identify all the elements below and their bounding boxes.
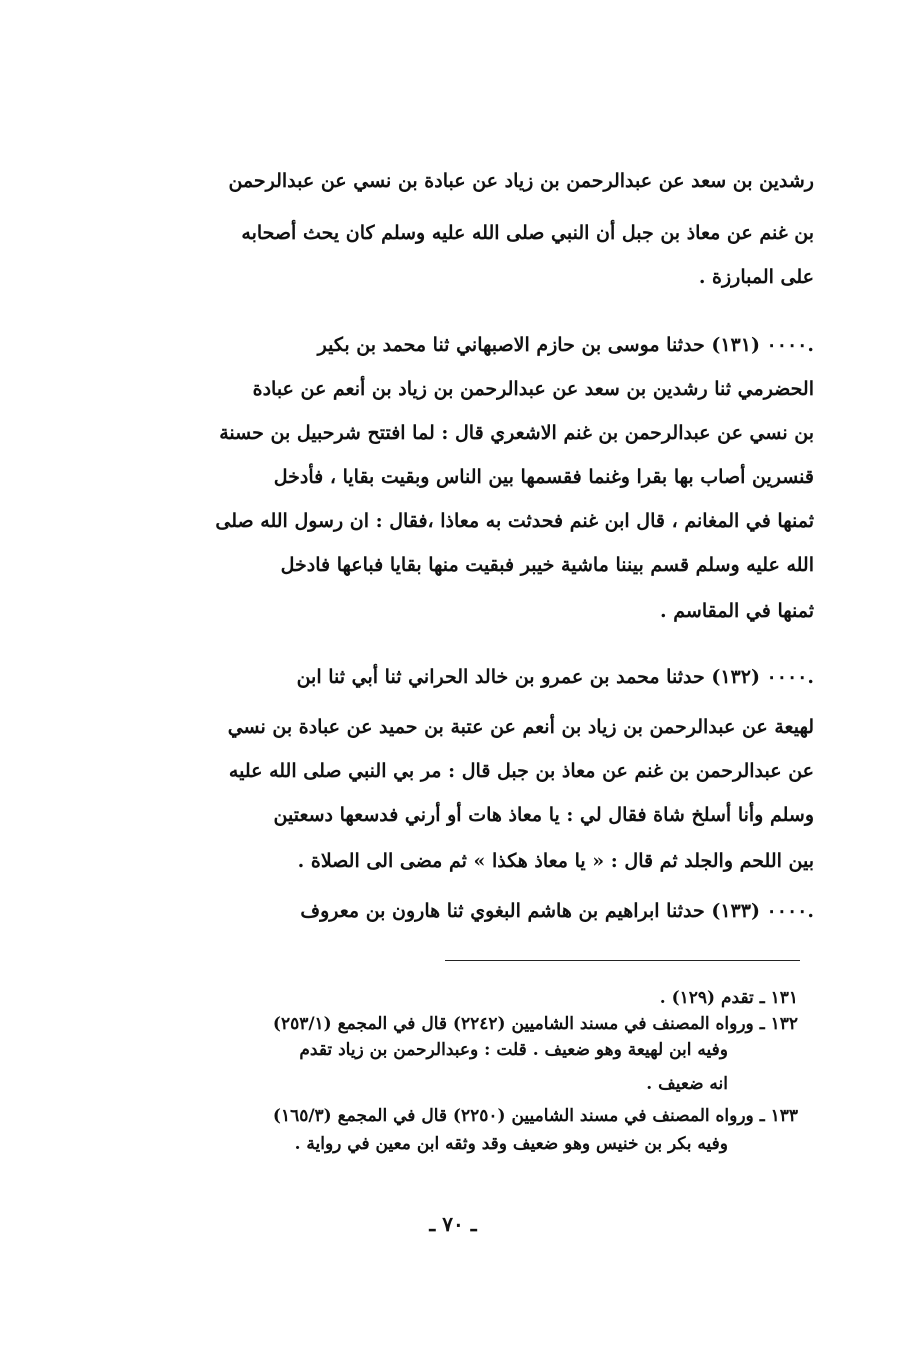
page-number: ـ ٧٠ ـ bbox=[429, 1212, 477, 1236]
text-line: .٠٠٠٠ (١٣٣) حدثنا ابراهيم بن هاشم البغوي ثنا هارون بن معروف bbox=[300, 900, 814, 922]
text-line: لهيعة عن عبدالرحمن بن زياد بن أنعم عن عتبة بن حميد عن عبادة بن نسي bbox=[227, 716, 814, 738]
text-line: على المبارزة . bbox=[698, 266, 814, 288]
text-line: قنسرين أصاب بها بقرا وغنما فقسمها بين الناس وبقيت بقايا ، فأدخل bbox=[273, 466, 814, 488]
footnote-line: ١٣٢ ـ ورواه المصنف في مسند الشاميين (٢٢٤٢) قال في المجمع (٢٥٣/١) bbox=[272, 1014, 798, 1034]
footnote-separator bbox=[445, 960, 800, 961]
footnote-line: انه ضعيف . bbox=[646, 1074, 728, 1094]
footnote-line: وفيه ابن لهيعة وهو ضعيف . قلت : وعبدالرحمن بن زياد تقدم bbox=[299, 1040, 728, 1060]
text-line: بن غنم عن معاذ بن جبل أن النبي صلى الله عليه وسلم كان يحث أصحابه bbox=[241, 222, 814, 244]
footnote-line: ١٣٣ ـ ورواه المصنف في مسند الشاميين (٢٢٥٠) قال في المجمع (١٦٥/٣) bbox=[272, 1106, 798, 1126]
text-line: الله عليه وسلم قسم بيننا ماشية خيبر فبقيت منها بقايا فباعها فادخل bbox=[280, 554, 814, 576]
text-line: عن عبدالرحمن بن غنم عن معاذ بن جبل قال : مر بي النبي صلى الله عليه bbox=[228, 760, 814, 782]
text-line: بن نسي عن عبدالرحمن بن غنم الاشعري قال : لما افتتح شرحبيل بن حسنة bbox=[219, 422, 814, 444]
text-line: وسلم وأنا أسلخ شاة فقال لي : يا معاذ هات أو أرني فدسعها دسعتين bbox=[273, 804, 814, 826]
text-line: .٠٠٠٠ (١٣١) حدثنا موسى بن حازم الاصبهاني ثنا محمد بن بكير bbox=[317, 334, 814, 356]
text-line: بين اللحم والجلد ثم قال : « يا معاذ هكذا » ثم مضى الى الصلاة . bbox=[297, 850, 814, 872]
text-line: الحضرمي ثنا رشدين بن سعد عن عبدالرحمن بن زياد بن أنعم عن عبادة bbox=[252, 378, 814, 400]
text-line: ثمنها في المغانم ، قال ابن غنم فحدثت به معاذا ،فقال : ان رسول الله صلى bbox=[215, 510, 814, 532]
text-line: ثمنها في المقاسم . bbox=[660, 600, 814, 622]
text-line: رشدين بن سعد عن عبدالرحمن بن زياد عن عبادة بن نسي عن عبدالرحمن bbox=[228, 170, 814, 192]
text-line: .٠٠٠٠ (١٣٢) حدثنا محمد بن عمرو بن خالد الحراني ثنا أبي ثنا ابن bbox=[296, 666, 814, 688]
footnote-line: وفيه بكر بن خنيس وهو ضعيف وقد وثقه ابن معين في رواية . bbox=[294, 1134, 728, 1154]
footnote-line: ١٣١ ـ تقدم (١٢٩) . bbox=[659, 988, 798, 1008]
